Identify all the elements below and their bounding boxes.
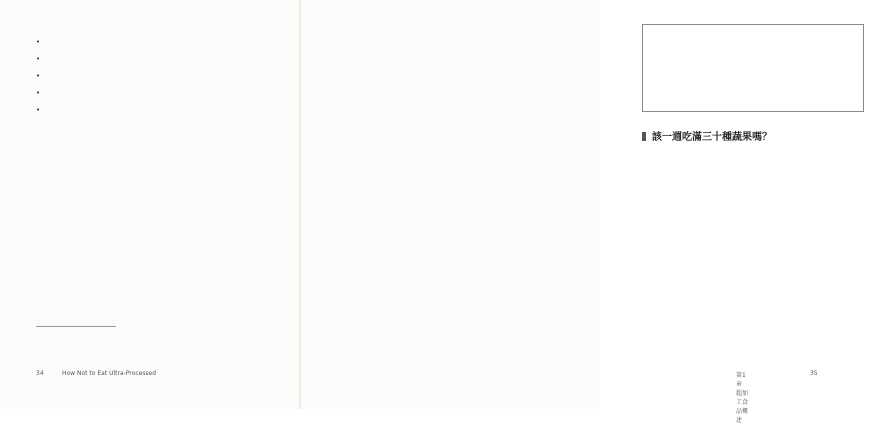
bullet-vitamin-b12 <box>36 53 272 66</box>
footnote-1 <box>36 337 272 346</box>
right-page <box>300 0 818 424</box>
chapter-footer: 第1章 超加工食品概述 <box>736 372 749 424</box>
footnote-2 <box>36 351 272 360</box>
bullet-omega-3 <box>36 104 272 117</box>
footnote-divider <box>36 326 116 327</box>
book-title-footer: How Not to Eat Ultra-Processed <box>62 370 157 377</box>
paragraph-3 <box>642 180 872 192</box>
paragraph-1 <box>642 152 872 164</box>
bullet-iron <box>36 70 272 83</box>
bullet-calcium-vitamin-d <box>36 87 272 100</box>
paragraph-2 <box>642 166 872 178</box>
section-heading: 該一週吃滿三十種蔬果嗎？ <box>642 128 872 143</box>
body-text <box>642 152 872 194</box>
bullet-protein <box>36 36 272 49</box>
left-page <box>0 0 300 409</box>
nutrient-bullet-list <box>36 36 272 121</box>
footnotes <box>36 332 272 362</box>
right-page-number: 35 <box>810 370 818 377</box>
callout-box <box>642 24 864 112</box>
left-page-number: 34 <box>36 370 44 377</box>
